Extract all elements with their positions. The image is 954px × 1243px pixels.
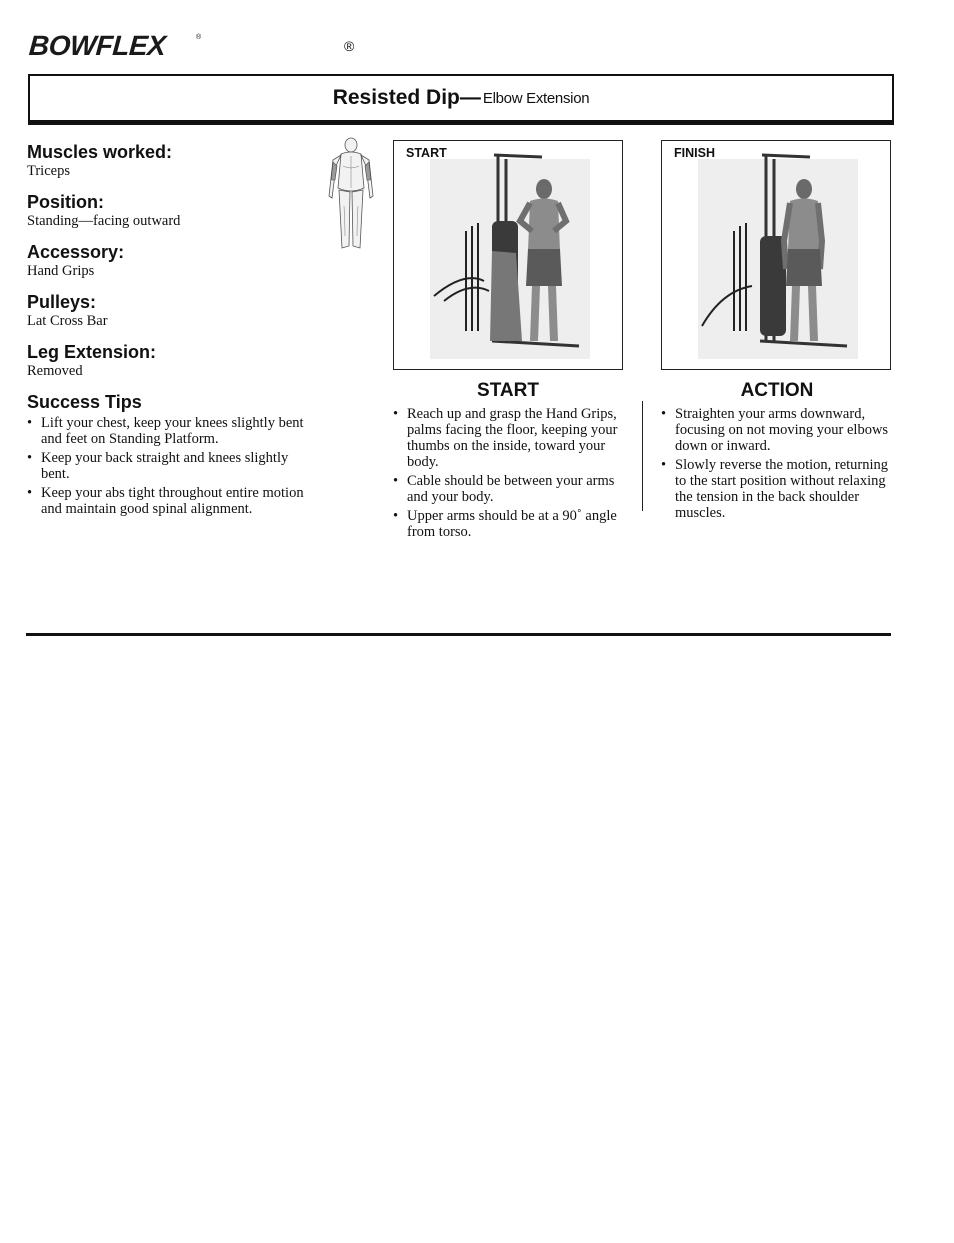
action-steps-list [661, 406, 891, 524]
pulleys-heading: Pulleys: [27, 292, 97, 312]
start-position-photo [393, 140, 623, 370]
muscles-heading: Muscles worked: [27, 142, 173, 162]
exercise-title: Resisted Dip— [332, 86, 481, 109]
start-steps-list [393, 406, 623, 543]
logo-registered-mark: ® [196, 34, 202, 41]
list-item: • Lift your chest, keep your knees slightly bent and feet on Standing Platform. [27, 415, 317, 447]
list-item: • Keep your abs tight throughout entire motion and maintain good spinal alignment. [27, 485, 317, 517]
muscles-value: Triceps [27, 163, 70, 179]
leg-extension-value: Removed [27, 363, 83, 379]
list-item: • Cable should be between your arms and your body. [393, 473, 623, 505]
exercise-subtitle: Elbow Extension [482, 89, 590, 107]
finish-photo-label: FINISH [674, 146, 715, 160]
exercise-title-box [28, 74, 894, 125]
success-tips-heading: Success Tips [27, 392, 142, 412]
list-item: • Reach up and grasp the Hand Grips, palms facing the floor, keeping your thumbs on the inside, toward your body. [393, 406, 623, 470]
finish-position-photo [661, 140, 891, 370]
start-photo-label: START [406, 146, 447, 160]
list-item: • Slowly reverse the motion, returning to the start position without relaxing the tension in the back shoulder muscles. [661, 457, 891, 521]
registered-mark: ® [344, 38, 355, 54]
muscle-diagram-icon [323, 136, 379, 254]
accessory-heading: Accessory: [27, 242, 125, 262]
exercise-details [27, 142, 317, 520]
position-value: Standing—facing outward [27, 213, 181, 229]
leg-extension-heading: Leg Extension: [27, 342, 157, 362]
position-heading: Position: [27, 192, 104, 212]
column-divider [642, 401, 643, 511]
action-heading: ACTION [740, 380, 814, 401]
list-item: • Upper arms should be at a 90˚ angle from torso. [393, 508, 623, 540]
start-heading: START [477, 380, 539, 401]
list-item: • Straighten your arms downward, focusing on not moving your elbows down or inward. [661, 406, 891, 454]
bowflex-logo: BOWFLEX [27, 30, 167, 61]
bottom-rule [26, 633, 891, 636]
pulleys-value: Lat Cross Bar [27, 313, 108, 329]
list-item: • Keep your back straight and knees slightly bent. [27, 450, 317, 482]
accessory-value: Hand Grips [27, 263, 95, 279]
success-tips-list [27, 415, 317, 517]
